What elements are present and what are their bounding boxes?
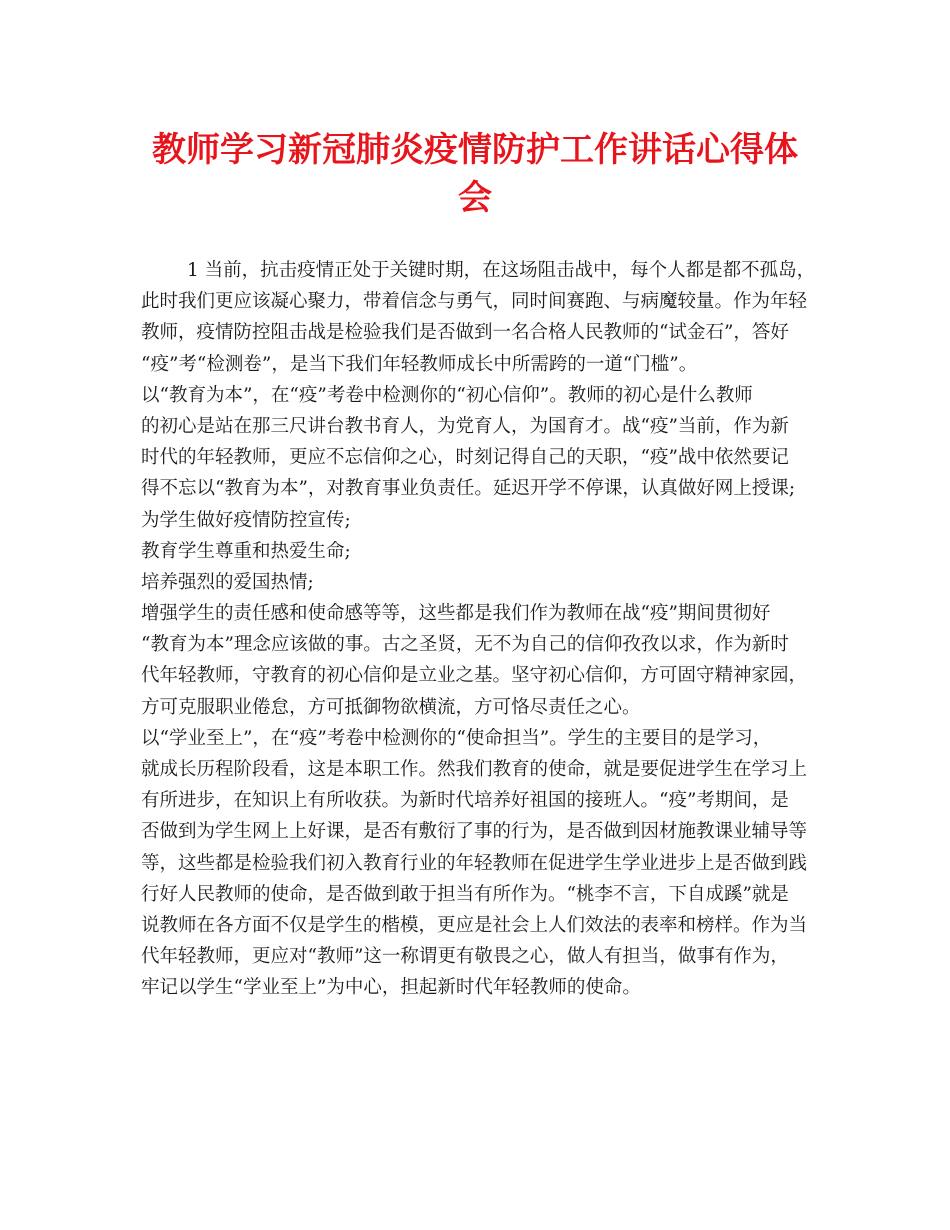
body-line: 此时我们更应该凝心聚力，带着信念与勇气，同时间赛跑、与病魔较量。作为年轻 [141,291,808,313]
body-line: 代年轻教师，更应对“教师”这一称谓更有敬畏之心，做人有担当，做事有作为， [141,946,789,968]
body-line: 增强学生的责任感和使命感等等，这些都是我们作为教师在战“疫”期间贯彻好 [141,603,771,625]
body-line: 培养强烈的爱国热情; [141,571,314,593]
body-line: 时代的年轻教师，更应不忘信仰之心，时刻记得自己的天职，“疫”战中依然要记 [141,447,789,469]
title-line-1: 教师学习新冠肺炎疫情防护工作讲话心得体 [152,130,798,170]
body-line: 代年轻教师，守教育的初心信仰是立业之基。坚守初心信仰，方可固守精神家园， [141,665,808,687]
body-line: 以“教育为本”，在“疫”考卷中检测你的“初心信仰”。教师的初心是什么教师 [141,384,753,406]
body-line: 行好人民教师的使命，是否做到敢于担当有所作为。“桃李不言，下自成蹊”就是 [141,883,789,905]
body-line: 得不忘以“教育为本”，对教育事业负责任。延迟开学不停课，认真做好网上授课; [141,478,796,500]
body-line: 教师，疫情防控阻击战是检验我们是否做到一名合格人民教师的“试金石”，答好 [141,322,789,344]
title-line-2: 会 [458,178,492,218]
body-line: 1 当前，抗击疫情正处于关键时期，在这场阻击战中，每个人都是都不孤岛， [187,260,816,281]
body-line: 有所进步，在知识上有所收获。为新时代培养好祖国的接班人。“疫”考期间，是 [141,790,789,812]
document-title [120,126,830,222]
body-line: 为学生做好疫情防控宣传; [141,509,351,531]
body-line: 以“学业至上”，在“疫”考卷中检测你的“使命担当”。学生的主要目的是学习， [141,727,772,749]
body-line: 教育学生尊重和热爱生命; [141,540,351,562]
body-line: 方可克服职业倦怠，方可抵御物欲横流，方可恪尽责任之心。 [141,696,641,718]
body-line: “疫”考“检测卷”，是当下我们年轻教师成长中所需跨的一道“门槛”。 [141,353,698,375]
body-line: 牢记以学生“学业至上”为中心，担起新时代年轻教师的使命。 [141,977,641,999]
document-body [141,255,831,1004]
body-line: “教育为本”理念应该做的事。古之圣贤，无不为自己的信仰孜孜以求，作为新时 [141,634,789,656]
body-line: 就成长历程阶段看，这是本职工作。然我们教育的使命，就是要促进学生在学习上 [141,759,808,780]
body-line: 说教师在各方面不仅是学生的楷模，更应是社会上人们效法的表率和榜样。作为当 [141,914,808,936]
body-line: 的初心是站在那三尺讲台教书育人，为党育人，为国育才。战“疫”当前，作为新 [141,415,789,437]
body-line: 等，这些都是检验我们初入教育行业的年轻教师在促进学生学业进步上是否做到践 [141,852,808,874]
body-line: 否做到为学生网上上好课，是否有敷衍了事的行为，是否做到因材施教课业辅导等 [141,821,808,843]
